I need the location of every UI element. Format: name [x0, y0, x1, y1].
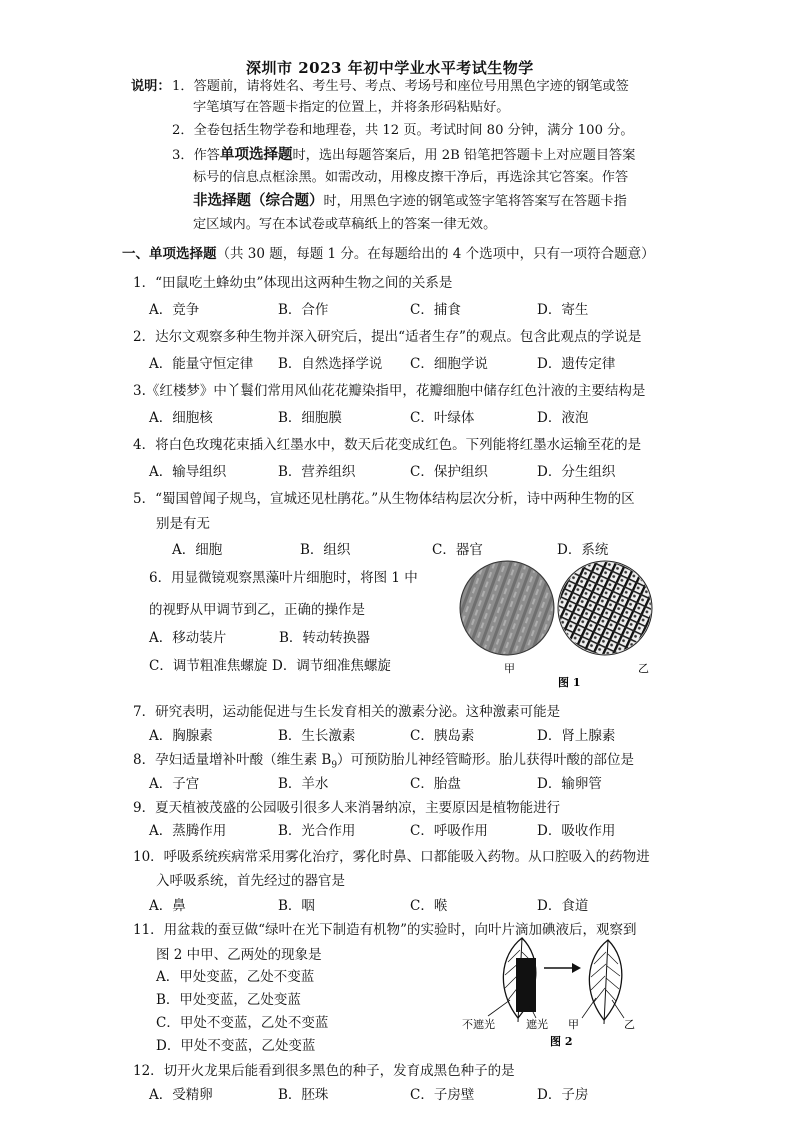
- leaf-after: [582, 940, 624, 1024]
- q5-stem-line2: 别是有无: [156, 516, 210, 532]
- q3-option-a: A．细胞核: [149, 410, 213, 426]
- q8-option-d: D．输卵管: [537, 776, 602, 792]
- q6-option-c: C．调节粗准焦螺旋: [149, 658, 268, 674]
- q8-option-c: C．胎盘: [410, 776, 461, 792]
- shading-strip: [516, 958, 536, 1012]
- q10-option-b: B．咽: [278, 898, 315, 914]
- instruction-3-post2: 时，用黑色字迹的钢笔或签字笔将答案写在答题卡指: [323, 194, 627, 209]
- arrow-icon: [544, 963, 581, 973]
- q10-stem-line2: 入呼吸系统，首先经过的器官是: [156, 873, 345, 889]
- q8-stem: [133, 748, 634, 771]
- q2-option-c: C．细胞学说: [410, 356, 488, 372]
- section-title: 一、单项选择题: [122, 246, 217, 262]
- q12-option-c: C．子房壁: [410, 1087, 475, 1103]
- q1-option-c: C．捕食: [410, 302, 461, 318]
- figure-2: [460, 930, 650, 1050]
- q9-option-b: B．光合作用: [278, 823, 356, 839]
- q11-option-b: B．甲处变蓝，乙处变蓝: [156, 992, 301, 1008]
- q8-stem-sub: 9: [331, 760, 338, 771]
- instruction-3-bold: 单项选择题: [219, 146, 293, 163]
- q6-option-b: B．转动转换器: [279, 630, 370, 646]
- q7-option-a: A．胸腺素: [149, 728, 213, 744]
- q2-option-d: D．遗传定律: [537, 356, 616, 372]
- q9-option-d: D．吸收作用: [537, 823, 616, 839]
- q1-stem: 1．“田鼠吃土蜂幼虫”体现出这两种生物之间的关系是: [133, 275, 453, 291]
- q1-option-b: B．合作: [278, 302, 329, 318]
- q7-option-b: B．生长激素: [278, 728, 356, 744]
- q11-option-c: C．甲处不变蓝，乙处不变蓝: [156, 1015, 329, 1031]
- q11-option-d: D．甲处不变蓝，乙处变蓝: [156, 1038, 316, 1054]
- instruction-2: 2．全卷包括生物学卷和地理卷，共 12 页。考试时间 80 分钟，满分 100 分。: [172, 123, 634, 138]
- q10-stem-line1: 10．呼吸系统疾病常采用雾化治疗，雾化时鼻、口都能吸入药物。从口腔吸入的药物进: [133, 849, 650, 865]
- instructions-label: 说明：: [131, 79, 171, 94]
- q3-option-d: D．液泡: [537, 410, 589, 426]
- page-title: 深圳市 2023 年初中学业水平考试生物学: [246, 59, 534, 77]
- q8-stem-post: ）可预防胎儿神经管畸形。胎儿获得叶酸的部位是: [337, 752, 635, 768]
- q8-option-b: B．羊水: [278, 776, 329, 792]
- q1-option-d: D．寄生: [537, 302, 589, 318]
- q8-stem-pre: 8．孕妇适量增补叶酸（维生素 B: [133, 752, 332, 768]
- figure-2-label-shaded: 遮光: [526, 1018, 548, 1031]
- instruction-3-line3: [193, 194, 627, 209]
- q12-option-a: A．受精卵: [149, 1087, 213, 1103]
- figure-1: [458, 558, 658, 693]
- q5-option-a: A．细胞: [172, 542, 223, 558]
- q8-option-a: A．子宫: [149, 776, 200, 792]
- q9-stem: 9．夏天植被茂盛的公园吸引很多人来消暑纳凉，主要原因是植物能进行: [133, 800, 561, 816]
- section-heading: [122, 242, 655, 262]
- q5-option-c: C．器官: [432, 542, 483, 558]
- q6-option-d: D．调节细准焦螺旋: [272, 658, 391, 674]
- q6-stem-line2: 的视野从甲调节到乙，正确的操作是: [149, 602, 365, 618]
- section-desc: （共 30 题，每题 1 分。在每题给出的 4 个选项中，只有一项符合题意）: [216, 246, 655, 262]
- figure-1-label-yi: 乙: [638, 662, 649, 675]
- q2-option-b: B．自然选择学说: [278, 356, 383, 372]
- q7-option-d: D．肾上腺素: [537, 728, 616, 744]
- field-yi-sharp: [556, 558, 656, 658]
- instruction-3-line2: 标号的信息点框涂黑。如需改动，用橡皮擦干净后，再选涂其它答案。作答: [193, 170, 629, 185]
- q10-option-d: D．食道: [537, 898, 589, 914]
- instruction-3-bold2: 非选择题（综合题）: [193, 192, 324, 209]
- q4-option-c: C．保护组织: [410, 464, 488, 480]
- q1-option-a: A．竞争: [149, 302, 200, 318]
- instruction-3-line1: [172, 148, 635, 163]
- q6-option-a: A．移动装片: [149, 630, 227, 646]
- q7-option-c: C．胰岛素: [410, 728, 475, 744]
- figure-2-label-jia: 甲: [568, 1018, 579, 1031]
- instruction-3-pre: 3．作答: [172, 148, 220, 163]
- q9-option-a: A．蒸腾作用: [149, 823, 227, 839]
- q6-stem-line1: 6．用显微镜观察黑藻叶片细胞时，将图 1 中: [149, 570, 418, 586]
- q7-stem: 7．研究表明，运动能促进与生长发育相关的激素分泌。这种激素可能是: [133, 704, 561, 720]
- q4-option-d: D．分生组织: [537, 464, 616, 480]
- q12-stem: 12．切开火龙果后能看到很多黑色的种子，发育成黑色种子的是: [133, 1063, 515, 1079]
- q10-option-c: C．喉: [410, 898, 448, 914]
- q11-stem-line2: 图 2 中甲、乙两处的现象是: [156, 947, 322, 963]
- q12-option-b: B．胚珠: [278, 1087, 329, 1103]
- figure-2-label-yi: 乙: [624, 1018, 635, 1031]
- q5-option-b: B．组织: [300, 542, 351, 558]
- figure-1-label-jia: 甲: [504, 662, 515, 675]
- figure-2-caption: 图 2: [550, 1035, 573, 1048]
- instruction-1-line1: 1．答题前，请将姓名、考生号、考点、考场号和座位号用黑色字迹的钢笔或签: [172, 79, 629, 94]
- instruction-1-line2: 字笔填写在答题卡指定的位置上，并将条形码粘贴好。: [193, 100, 510, 115]
- q4-option-b: B．营养组织: [278, 464, 356, 480]
- q4-stem: 4．将白色玫瑰花束插入红墨水中，数天后花变成红色。下列能将红墨水运输至花的是: [133, 437, 642, 453]
- field-jia-blurry: [458, 558, 558, 658]
- leaf-before: [488, 938, 536, 1022]
- q11-option-a: A．甲处变蓝，乙处不变蓝: [156, 969, 315, 985]
- figure-2-label-unshaded: 不遮光: [462, 1018, 495, 1031]
- q3-option-b: B．细胞膜: [278, 410, 342, 426]
- figure-1-caption: 图 1: [558, 676, 581, 689]
- instruction-3-line4: 定区域内。写在本试卷或草稿纸上的答案一律无效。: [193, 217, 497, 232]
- q3-stem: 3.《红楼梦》中丫鬟们常用风仙花花瓣染指甲，花瓣细胞中储存红色汁液的主要结构是: [133, 383, 646, 399]
- q12-option-d: D．子房: [537, 1087, 589, 1103]
- q5-option-d: D．系统: [557, 542, 609, 558]
- q4-option-a: A．输导组织: [149, 464, 227, 480]
- q11-stem-line1: 11．用盆栽的蚕豆做“绿叶在光下制造有机物”的实验时，向叶片滴加碘液后，观察到: [133, 922, 637, 938]
- q9-option-c: C．呼吸作用: [410, 823, 488, 839]
- instruction-3-post: 时，选出每题答案后，用 2B 铅笔把答题卡上对应题目答案: [292, 148, 636, 163]
- q2-option-a: A．能量守恒定律: [149, 356, 254, 372]
- q3-option-c: C．叶绿体: [410, 410, 475, 426]
- q5-stem-line1: 5．“蜀国曾闻子规鸟，宣城还见杜鹃花。”从生物体结构层次分析，诗中两种生物的区: [133, 491, 635, 507]
- q2-stem: 2．达尔文观察多种生物并深入研究后，提出“适者生存”的观点。包含此观点的学说是: [133, 329, 642, 345]
- q10-option-a: A．鼻: [149, 898, 186, 914]
